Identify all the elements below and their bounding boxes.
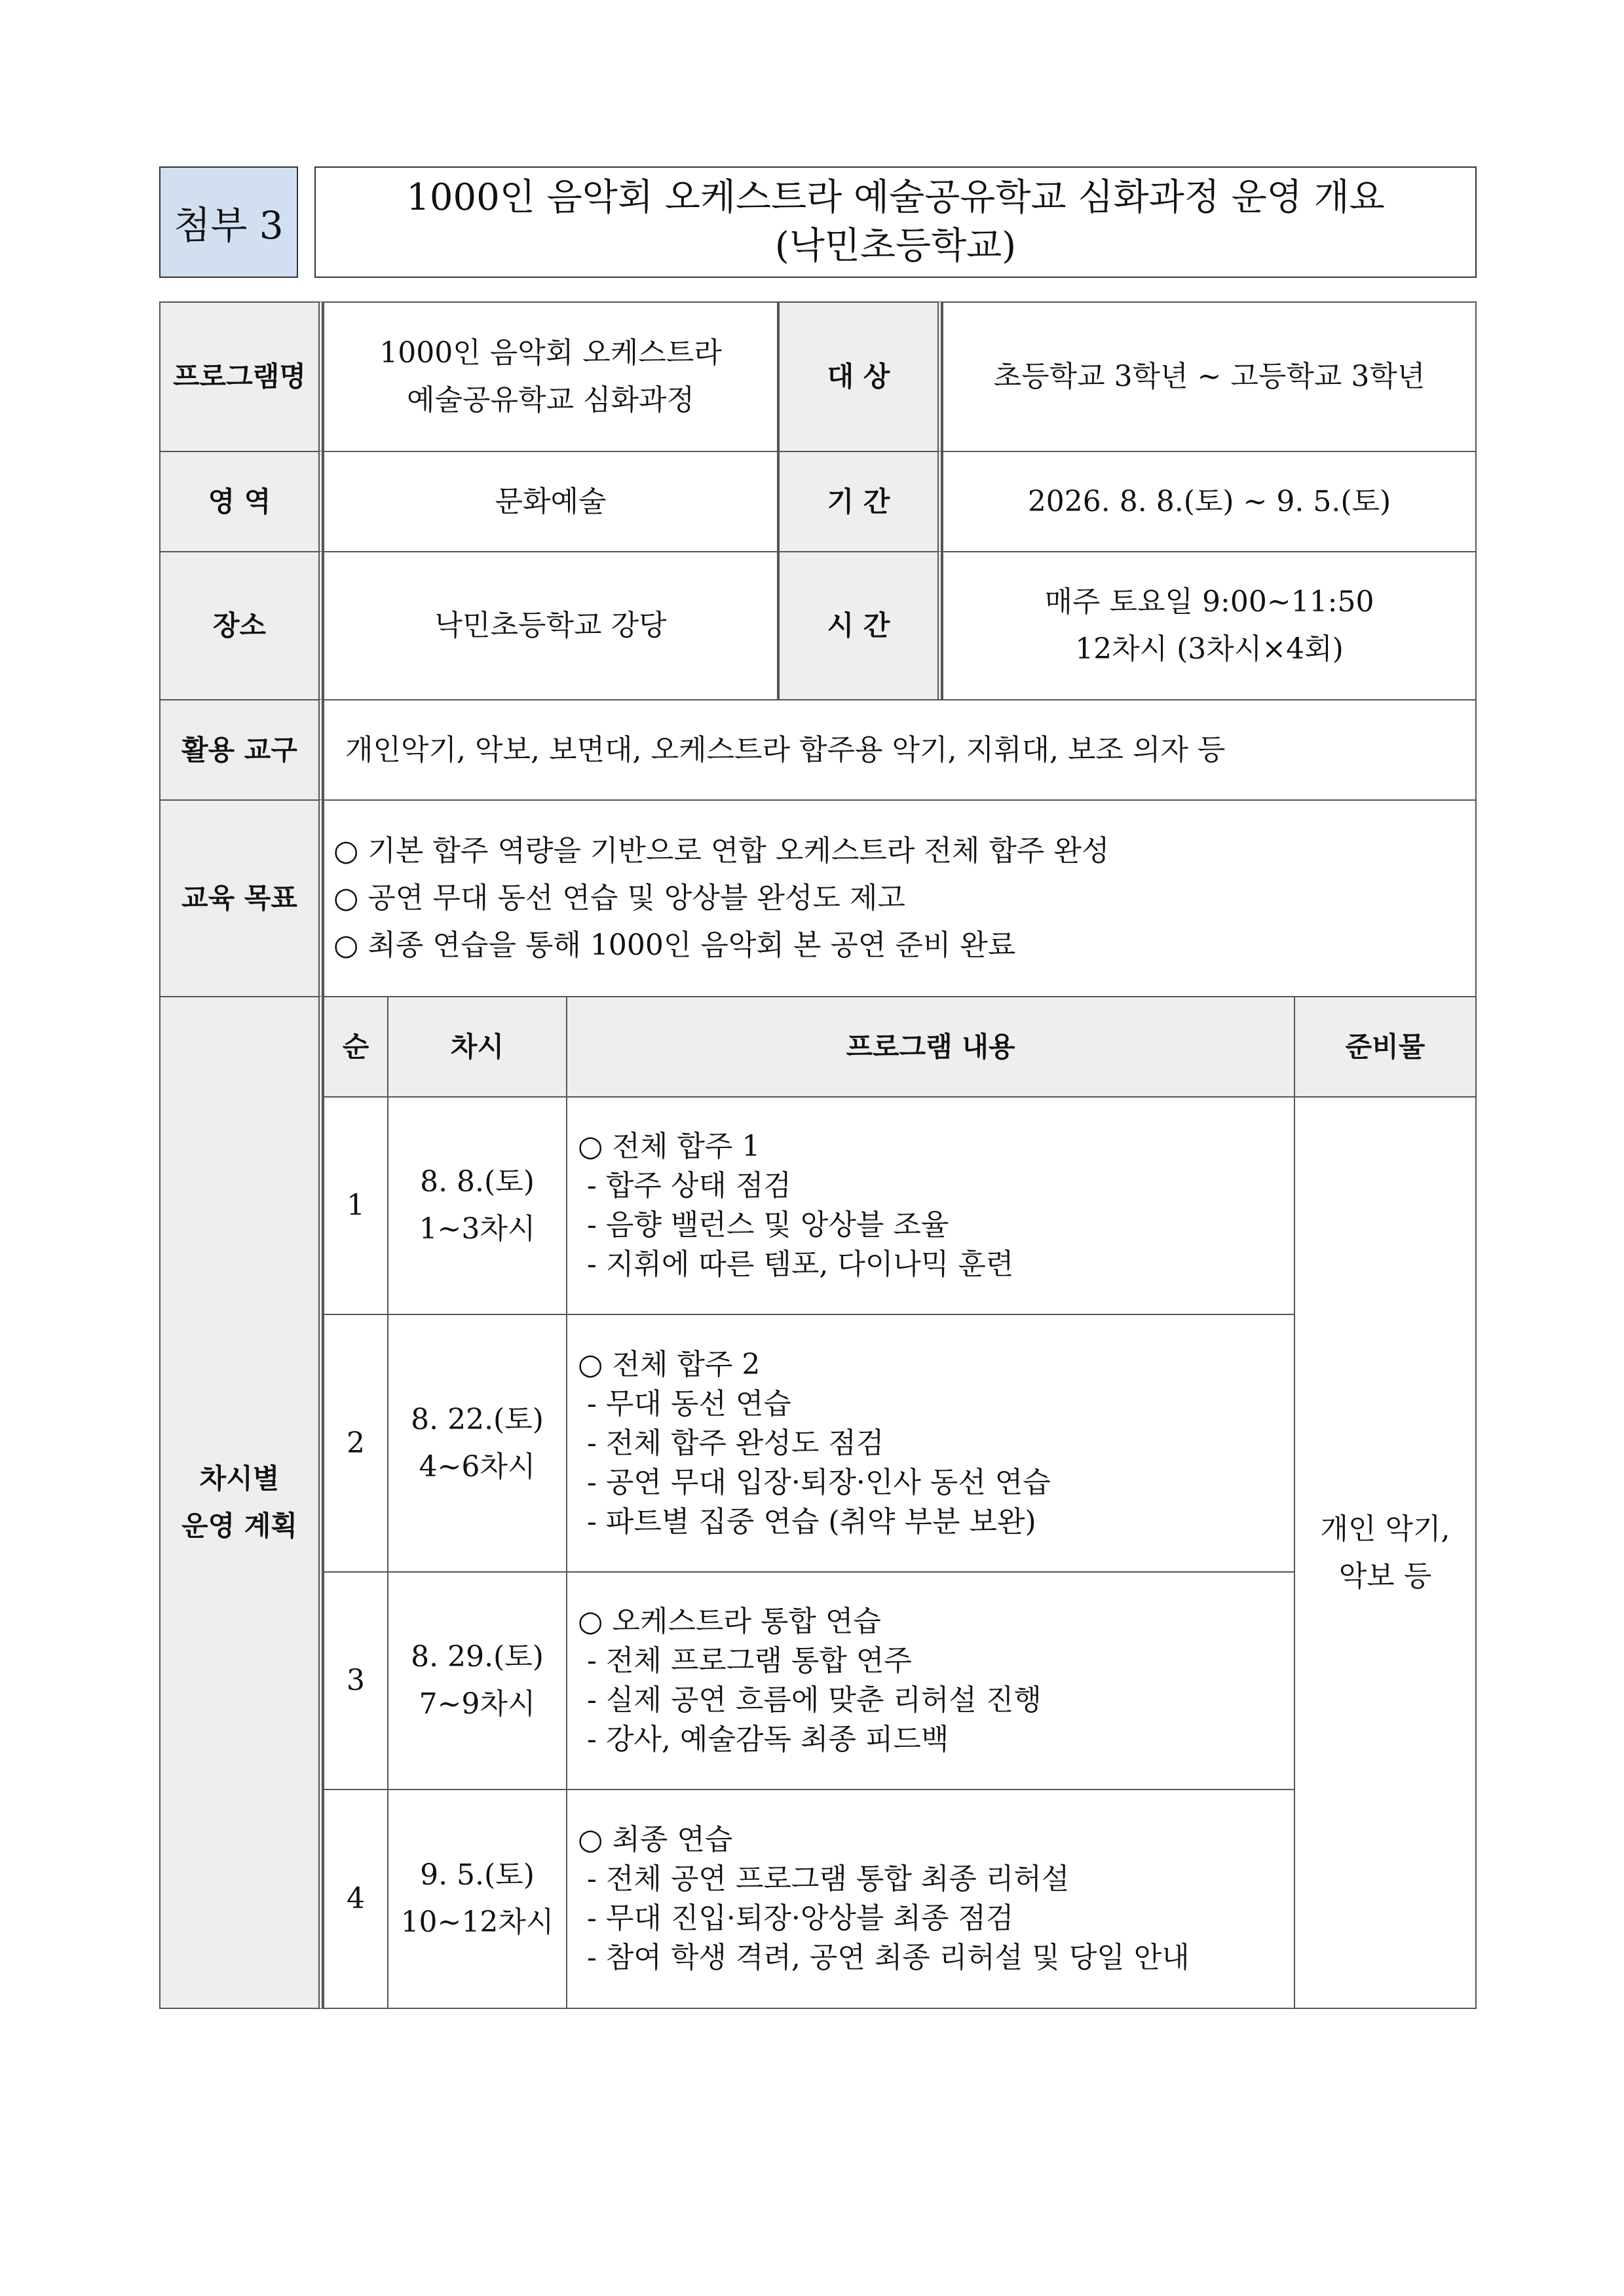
goals-label-text: 교육 목표	[181, 882, 297, 914]
time-value	[942, 551, 1477, 700]
time-label-text: 시 간	[827, 609, 890, 641]
session-date: 9. 5.(토)	[420, 1858, 535, 1892]
session-range: 10~12차시	[400, 1905, 554, 1939]
content-line: - 무대 진입·퇴장·앙상블 최종 점검	[578, 1902, 1014, 1935]
plan-header-content-text: 프로그램 내용	[846, 1030, 1015, 1063]
content-line: ○ 전체 합주 1	[578, 1130, 761, 1163]
plan-row-3-content	[566, 1571, 1295, 1790]
goals-list	[323, 799, 1477, 997]
tools-value	[323, 699, 1477, 801]
area-label-text: 영 역	[208, 485, 271, 518]
target-value-text: 초등학교 3학년 ~ 고등학교 3학년	[993, 360, 1426, 393]
tools-label	[159, 699, 323, 801]
plan-row-4-session	[387, 1789, 567, 2009]
area-label	[159, 451, 323, 552]
overview-table	[159, 301, 1477, 2009]
content-line: - 파트별 집중 연습 (취약 부분 보완)	[578, 1504, 1036, 1539]
order-number: 2	[347, 1426, 365, 1460]
program-name-line-2: 예술공유학교 심화과정	[406, 383, 695, 417]
plan-row-3-order	[323, 1571, 388, 1790]
content-line: ○ 최종 연습	[578, 1823, 733, 1856]
time-line-1: 매주 토요일 9:00~11:50	[1044, 585, 1374, 619]
tools-value-text: 개인악기, 악보, 보면대, 오케스트라 합주용 악기, 지휘대, 보조 의자 등	[345, 733, 1226, 767]
plan-label-line-2: 운영 계획	[181, 1510, 297, 1542]
place-label	[159, 551, 323, 700]
place-value-text: 낙민초등학교 강당	[434, 609, 667, 642]
program-name-line-1: 1000인 음악회 오케스트라	[379, 336, 722, 370]
area-value-text: 문화예술	[495, 484, 607, 518]
plan-row-2-order	[323, 1314, 388, 1573]
attachment-label-text: 첨부 3	[174, 203, 284, 248]
time-label	[778, 551, 942, 700]
plan-header-session	[387, 996, 567, 1098]
period-value	[942, 451, 1477, 552]
order-number: 1	[347, 1189, 365, 1222]
target-value	[942, 301, 1477, 452]
content-line: - 전체 프로그램 통합 연주	[578, 1644, 912, 1677]
content-line: ○ 오케스트라 통합 연습	[578, 1605, 881, 1638]
period-value-text: 2026. 8. 8.(토) ~ 9. 5.(토)	[1027, 484, 1391, 518]
content-line: - 공연 무대 입장·퇴장·인사 동선 연습	[578, 1465, 1051, 1499]
plan-header-order	[323, 996, 388, 1098]
content-line: - 지휘에 따른 템포, 다이나믹 훈련	[578, 1248, 1014, 1281]
plan-row-1-order	[323, 1096, 388, 1315]
period-label	[778, 451, 942, 552]
attachment-label	[159, 166, 298, 278]
plan-row-1-content	[566, 1096, 1295, 1315]
plan-header-session-text: 차시	[450, 1030, 504, 1063]
content-line: - 실제 공연 흐름에 맞춘 리허설 진행	[578, 1683, 1042, 1717]
place-label-text: 장소	[212, 609, 267, 641]
goal-item: ○ 최종 연습을 통해 1000인 음악회 본 공연 준비 완료	[333, 928, 1016, 962]
plan-row-2-content	[566, 1314, 1295, 1573]
plan-header-order-text: 순	[342, 1030, 369, 1063]
content-line: - 전체 공연 프로그램 통합 최종 리허설	[578, 1862, 1070, 1896]
session-range: 7~9차시	[419, 1687, 536, 1721]
materials-line-1: 개인 악기,	[1320, 1512, 1450, 1546]
program-name-value	[323, 301, 778, 452]
title-line-2: (낙민초등학교)	[774, 225, 1017, 267]
session-range: 4~6차시	[419, 1449, 536, 1483]
content-line: - 참여 학생 격려, 공연 최종 리허설 및 당일 안내	[578, 1941, 1190, 1974]
materials-line-2: 악보 등	[1338, 1559, 1432, 1593]
plan-materials	[1294, 1096, 1477, 2009]
area-value	[323, 451, 778, 552]
plan-row-2-session	[387, 1314, 567, 1573]
plan-row-4-order	[323, 1789, 388, 2009]
session-date: 8. 29.(토)	[411, 1640, 544, 1674]
goal-item: ○ 공연 무대 동선 연습 및 앙상블 완성도 제고	[333, 881, 905, 915]
plan-header-materials	[1294, 996, 1477, 1098]
document-title	[314, 166, 1477, 278]
goals-label	[159, 799, 323, 997]
content-line: - 전체 합주 완성도 점검	[578, 1426, 884, 1460]
plan-header-content	[566, 996, 1295, 1098]
session-date: 8. 22.(토)	[411, 1402, 544, 1436]
session-date: 8. 8.(토)	[420, 1165, 535, 1198]
tools-label-text: 활용 교구	[181, 733, 297, 766]
plan-header-materials-text: 준비물	[1345, 1030, 1426, 1063]
target-label-text: 대 상	[827, 360, 890, 392]
plan-row-1-session	[387, 1096, 567, 1315]
program-name-label-text: 프로그램명	[173, 360, 306, 392]
content-line: - 합주 상태 점검	[578, 1169, 791, 1202]
plan-label-line-1: 차시별	[199, 1463, 280, 1495]
target-label	[778, 301, 942, 452]
session-range: 1~3차시	[419, 1212, 536, 1246]
content-line: - 강사, 예술감독 최종 피드백	[578, 1723, 949, 1756]
time-line-2: 12차시 (3차시×4회)	[1075, 632, 1344, 666]
content-line: - 음향 밸런스 및 앙상블 조율	[578, 1208, 949, 1242]
plan-section-label	[159, 996, 323, 2009]
order-number: 3	[347, 1664, 365, 1697]
plan-row-3-session	[387, 1571, 567, 1790]
plan-row-4-content	[566, 1789, 1295, 2009]
place-value	[323, 551, 778, 700]
title-line-1: 1000인 음악회 오케스트라 예술공유학교 심화과정 운영 개요	[406, 176, 1385, 219]
content-line: - 무대 동선 연습	[578, 1387, 791, 1421]
goal-item: ○ 기본 합주 역량을 기반으로 연합 오케스트라 전체 합주 완성	[333, 834, 1110, 868]
order-number: 4	[347, 1882, 365, 1915]
content-line: ○ 전체 합주 2	[578, 1347, 761, 1381]
period-label-text: 기 간	[827, 485, 890, 518]
program-name-label	[159, 301, 323, 452]
